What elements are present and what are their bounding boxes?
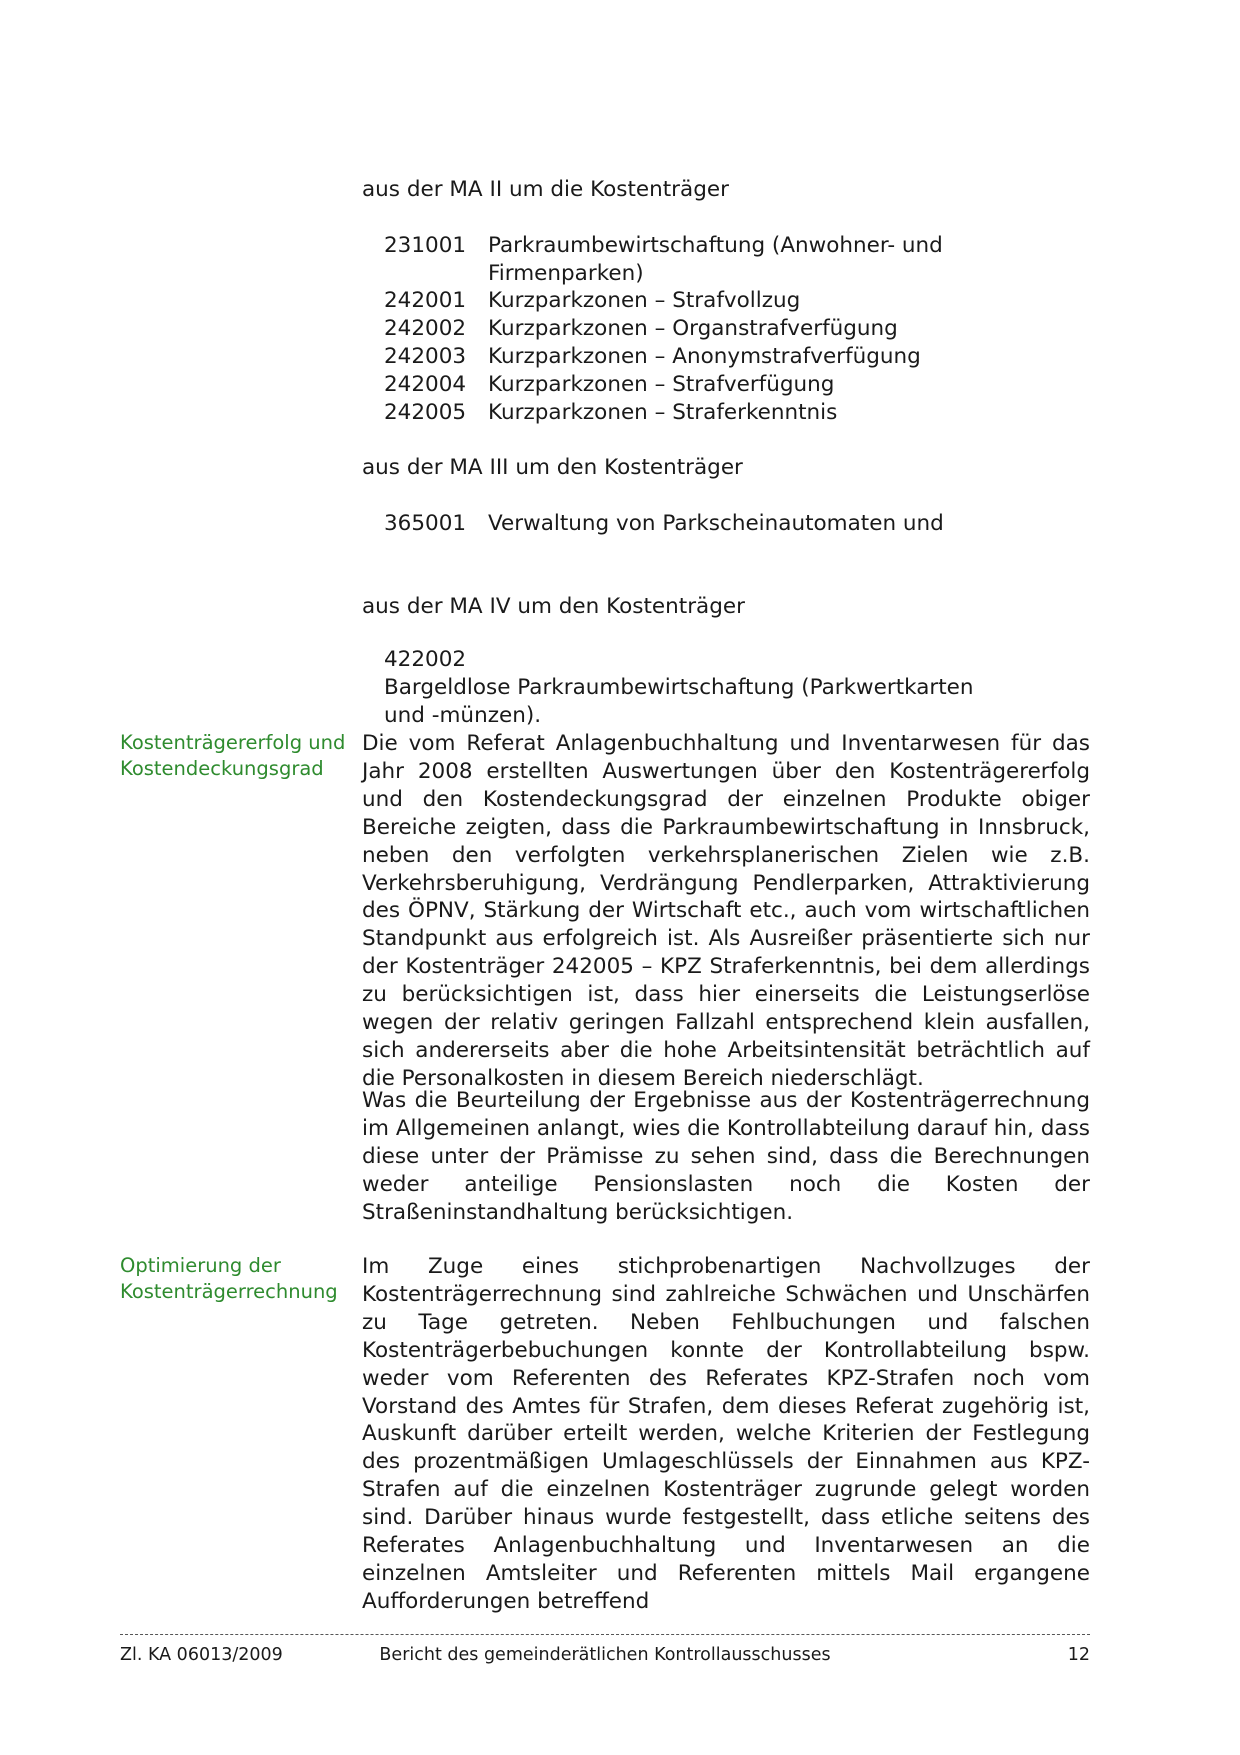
cost-unit-code: 242002 [384, 316, 467, 341]
cost-unit-row [384, 646, 1104, 729]
ma4-intro: aus der MA IV um den Kostenträger [362, 594, 745, 619]
margin-note-line: Kostenträgererfolg und [120, 731, 346, 754]
cost-unit-description: Verwaltung von Parkscheinautomaten und [488, 511, 944, 536]
cost-unit-row [384, 343, 1104, 371]
cost-unit-row [384, 232, 1104, 288]
cost-unit-code: 242003 [384, 344, 467, 369]
cost-unit-description: Kurzparkzonen – Strafverfügung [488, 372, 835, 397]
cost-unit-row [384, 315, 1104, 343]
margin-note-optimization [120, 1253, 350, 1305]
cost-unit-description: Parkraumbewirtschaftung (Anwohner- und Firmenparken) [488, 233, 943, 286]
cost-unit-code: 242005 [384, 400, 467, 425]
cost-unit-description: Kurzparkzonen – Anonymstrafverfügung [488, 344, 921, 369]
cost-unit-row [384, 399, 1104, 427]
margin-note-line: Optimierung der [120, 1254, 281, 1277]
cost-unit-row [384, 371, 1104, 399]
cost-unit-row [384, 510, 1104, 538]
ma2-intro: aus der MA II um die Kostenträger [362, 177, 729, 202]
cost-unit-description: Kurzparkzonen – Organstrafverfügung [488, 316, 898, 341]
cost-unit-code: 231001 [384, 233, 467, 258]
paragraph-optimization: Im Zuge eines stichprobenartigen Nachvollzuges der Kostenträgerrechnung sind zahlreiche Schwächen und Unschärfen zu Tage getreten. Neben Fehlbuchungen und falschen Kostenträgerbebuchungen konnte der Kontrollabteilung bspw. weder vom Referenten des Referates KPZ-Strafen noch vom Vorstand des Amtes für Strafen, dem dieses Referat zugehörig ist, Auskunft darüber erteilt werden, welche Kriterien der Festlegung des prozentmäßigen Umlageschlüssels der Einnahmen aus KPZ-Strafen auf die einzelnen Kostenträger zugrunde gelegt worden sind. Darüber hinaus wurde festgestellt, dass etliche seitens des Referates Anlagenbuchhaltung und Inventarwesen an die einzelnen Amtsleiter und Referenten mittels Mail ergangene Aufforderungen betreffend [362, 1254, 1090, 1614]
footer-divider [120, 1634, 1090, 1635]
cost-unit-description: Kurzparkzonen – Straferkenntnis [488, 400, 838, 425]
cost-unit-code: 242004 [384, 372, 467, 397]
cost-unit-code: 365001 [384, 511, 467, 536]
footer-title: Bericht des gemeinderätlichen Kontrollausschusses [379, 1645, 831, 1665]
cost-unit-code: 422002 [384, 647, 467, 672]
margin-note-line: Kostenträgerrechnung [120, 1280, 338, 1303]
ma3-intro: aus der MA III um den Kostenträger [362, 455, 743, 480]
margin-note-cost-success [120, 730, 350, 782]
page-number: 12 [1067, 1645, 1090, 1665]
cost-unit-description: Bargeldlose Parkraumbewirtschaftung (Parkwertkarten und -münzen). [384, 674, 974, 728]
paragraph-cost-success: Die vom Referat Anlagenbuchhaltung und Inventarwesen für das Jahr 2008 erstellten Auswertungen über den Kostenträgererfolg und den Kostendeckungsgrad der einzelnen Produkte obiger Bereiche zeigten, dass die Parkraumbewirtschaftung in Innsbruck, neben den verfolgten verkehrsplanerischen Zielen wie z.B. Verkehrsberuhigung, Verdrängung Pendlerparken, Attraktivierung des ÖPNV, Stärkung der Wirtschaft etc., auch vom wirtschaftlichen Standpunkt aus erfolgreich ist. Als Ausreißer präsentierte sich nur der Kostenträger 242005 – KPZ Straferkenntnis, bei dem allerdings zu berücksichtigen ist, dass hier einerseits die Leistungserlöse wegen der relativ geringen Fallzahl entsprechend klein ausfallen, sich andererseits aber die hohe Arbeitsintensität beträchtlich auf die Personalkosten in diesem Bereich niederschlägt. [362, 731, 1090, 1091]
footer-reference: Zl. KA 06013/2009 [120, 1645, 283, 1665]
cost-unit-row [384, 287, 1104, 315]
margin-note-line: Kostendeckungsgrad [120, 757, 324, 780]
cost-unit-description: Kurzparkzonen – Strafvollzug [488, 288, 801, 313]
cost-unit-code: 242001 [384, 288, 467, 313]
paragraph-evaluation: Was die Beurteilung der Ergebnisse aus der Kostenträgerrechnung im Allgemeinen anlangt, wies die Kontrollabteilung darauf hin, dass diese unter der Prämisse zu sehen sind, dass die Berechnungen weder anteilige Pensionslasten noch die Kosten der Straßeninstandhaltung berücksichtigen. [362, 1088, 1090, 1225]
